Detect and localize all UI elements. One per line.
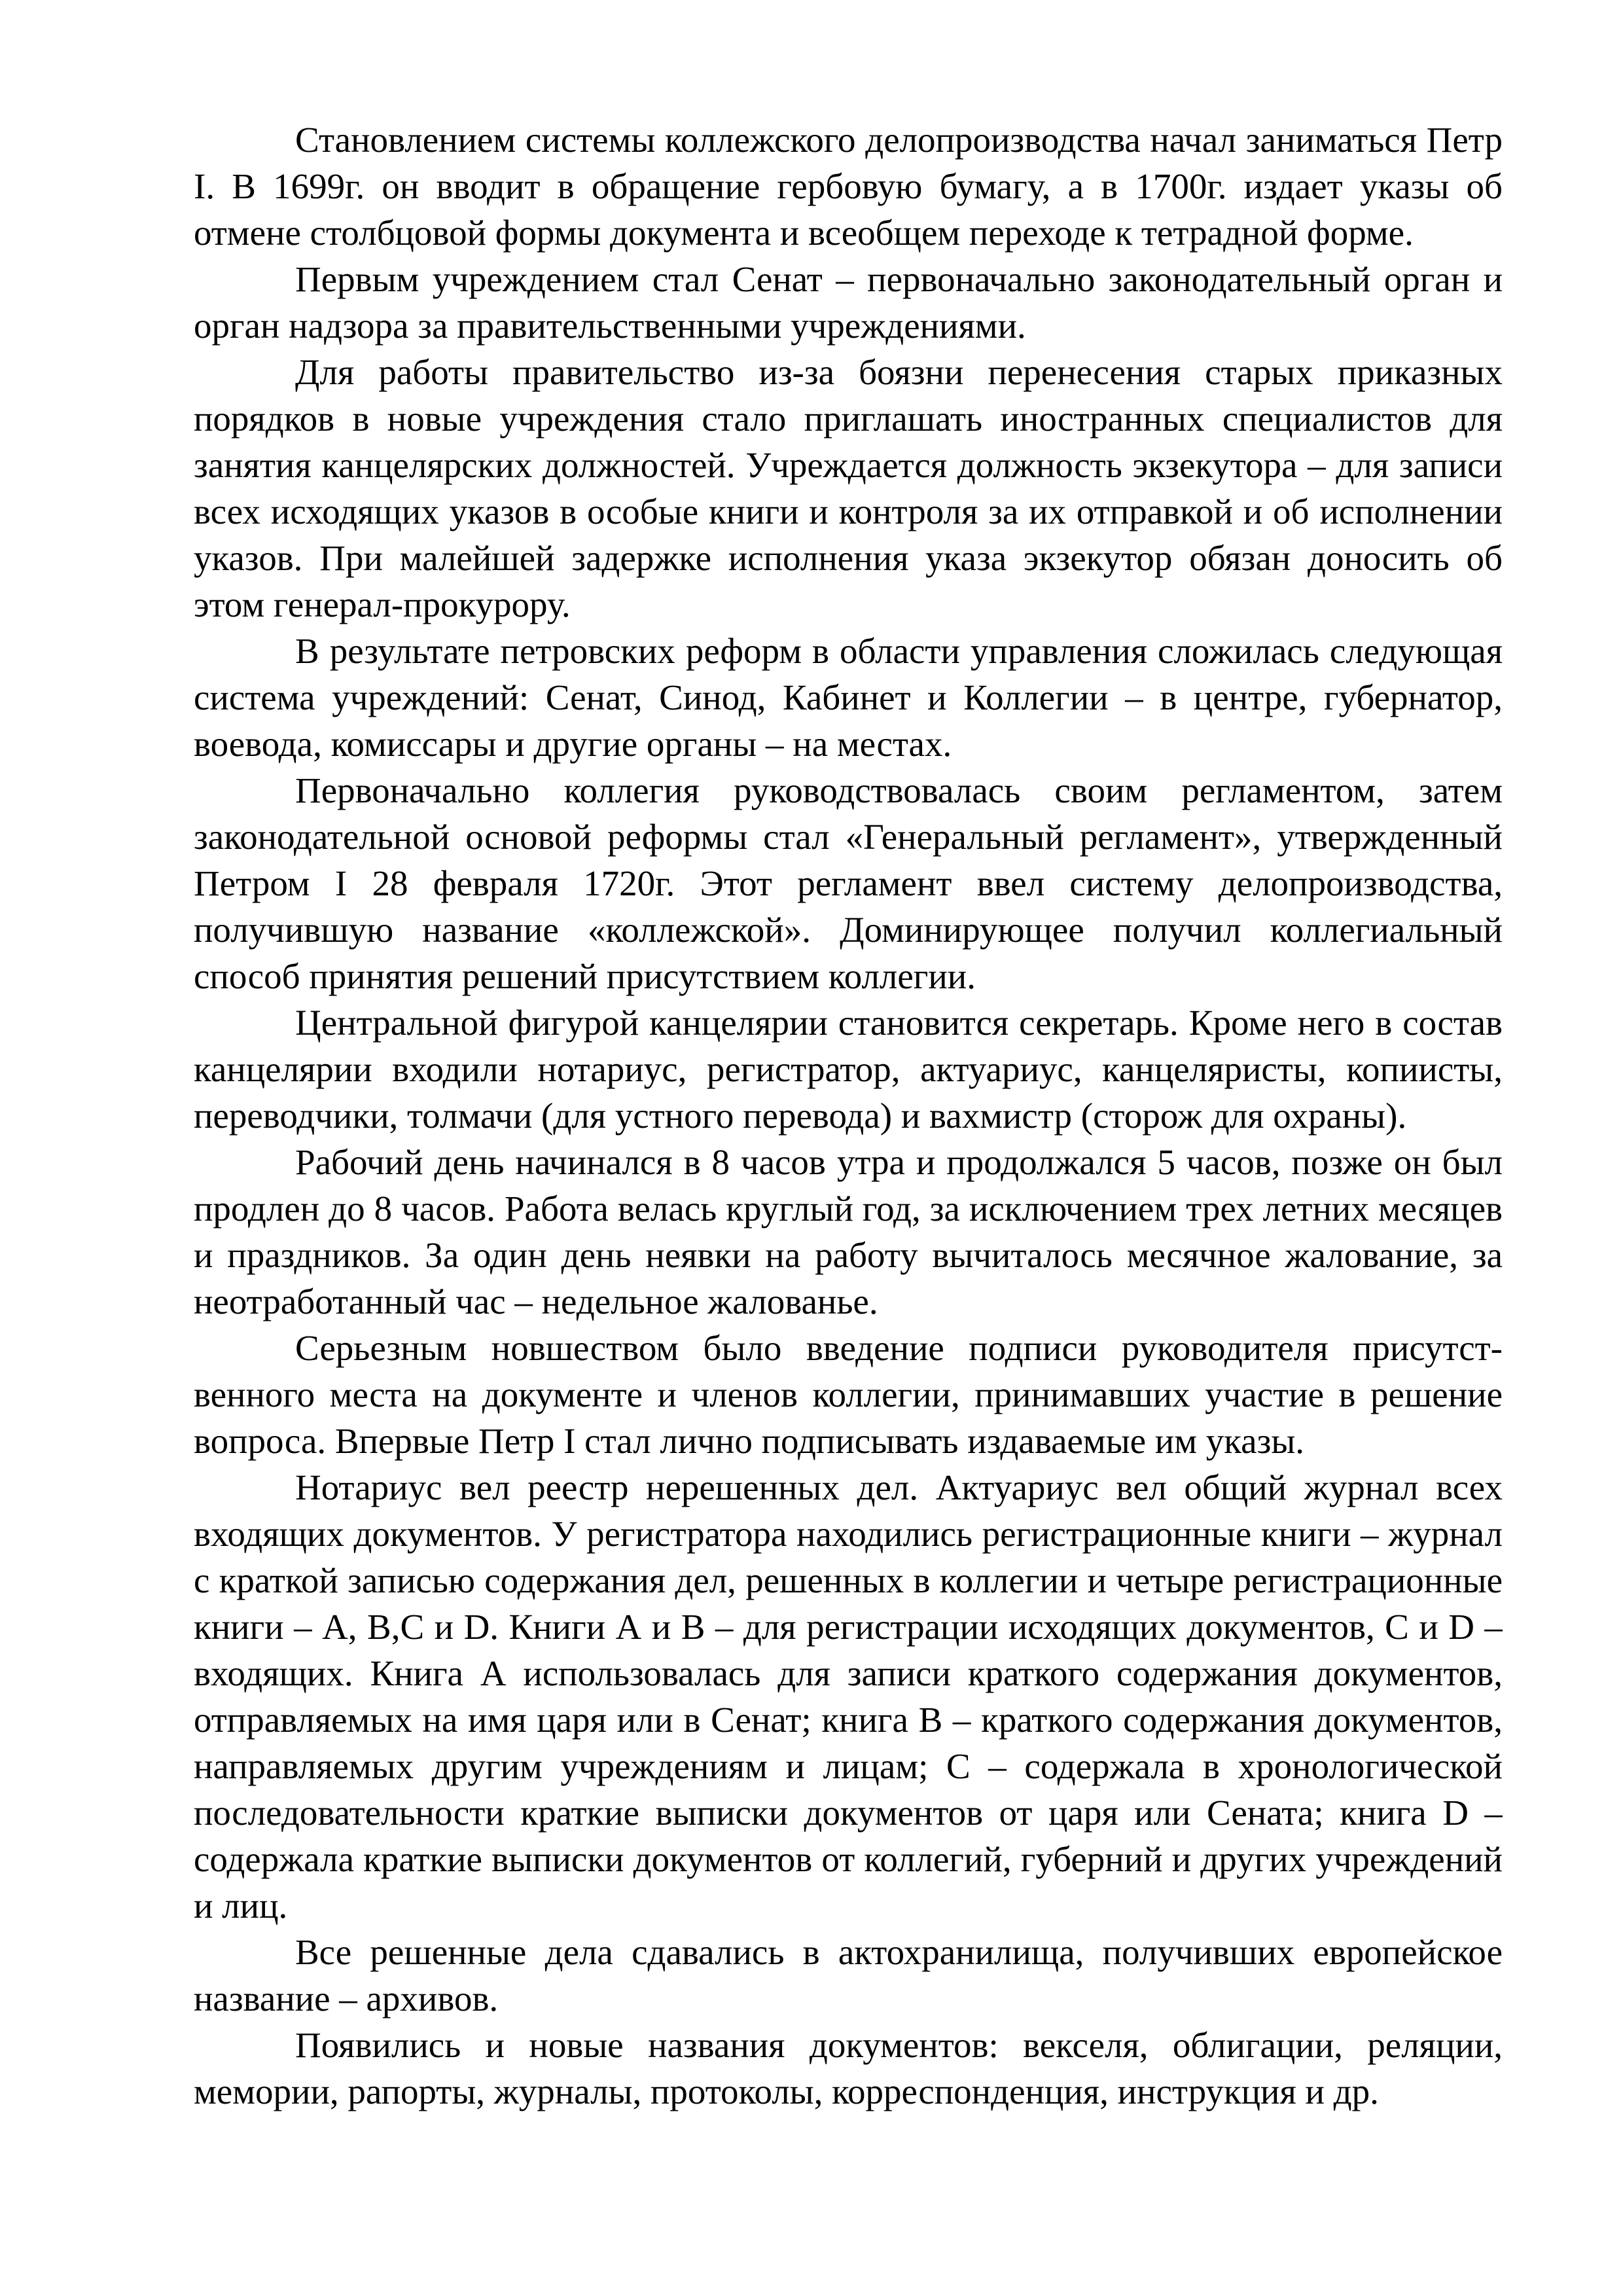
paragraph-3: Для работы правительство из-за боязни перенесения старых приказных порядков в новые учреждения стало приглашать иностранных специалистов для занятия канцелярских должностей. Учреждается должность экзекутора – для записи всех исходящих указов в особые книги и контроля за их отправкой и об исполнении указов. При малейшей задержке исполнения указа экзекутор обязан доносить об этом генерал-прокурору. xyxy=(194,352,1503,624)
paragraph-11: Появились и новые названия документов: векселя, облигации, реляции, мемории, рапорты, журналы, протоколы, корреспонденция, инструкция и др. xyxy=(194,2025,1503,2111)
paragraph-5: Первоначально коллегия руководствовалась своим регламентом, затем законодательной основой реформы стал «Генеральный регламент», утвержденный Петром I 28 февраля 1720г. Этот регламент ввел систему делопроизводства, получившую название «коллежской». Доминирующее получил коллегиальный способ принятия решений присутствием коллегии. xyxy=(194,770,1503,996)
paragraph-7: Рабочий день начинался в 8 часов утра и продолжался 5 часов, позже он был продлен до 8 часов. Работа велась круглый год, за исключением трех летних месяцев и праздников. За один день неявки на работу вычиталось месячное жалование, за неотработанный час – недельное жалованье. xyxy=(194,1142,1503,1321)
paragraph-9: Нотариус вел реестр нерешенных дел. Актуариус вел общий журнал всех входящих документов. У регистратора находились регистрационные книги – журнал с краткой записью содержания дел, решенных в коллегии и четыре регистрационные книги – А, В,С и D. Книги А и В – для регистрации исходящих документов, С и D – входящих. Книга А использовалась для записи краткого содержания документов, отправляемых на имя царя или в Сенат; книга В – краткого содержания документов, направляемых другим учреждениям и лицам; С – содержала в хронологической последовательности краткие выписки документов от царя или Сената; книга D – содержала краткие выписки документов от коллегий, губерний и других учреждений и лиц. xyxy=(194,1467,1503,1926)
paragraph-2: Первым учреждением стал Сенат – первоначально законодательный орган и орган надзора за правительственными учреждениями. xyxy=(194,259,1503,346)
paragraph-4: В результате петровских реформ в области управления сложилась следующая система учреждений: Сенат, Синод, Кабинет и Коллегии – в центре, губернатор, воевода, комиссары и другие органы – на местах. xyxy=(194,631,1503,764)
paragraph-8: Серьезным новшеством было введение подписи руководителя присутственного места на документе и членов коллегии, принимавших участие в решение вопроса. Впервые Петр I стал лично подписывать издаваемые им указы. xyxy=(194,1328,1503,1461)
paragraph-10: Все решенные дела сдавались в актохранилища, получивших европейское название – архивов. xyxy=(194,1932,1503,2018)
document-page xyxy=(194,117,1503,2198)
paragraph-1: Становлением системы коллежского делопроизводства начал заниматься Петр I. В 1699г. он вводит в обращение гербовую бумагу, а в 1700г. издает указы об отмене столбцовой формы документа и всеобщем переходе к тетрадной форме. xyxy=(194,120,1503,253)
paragraph-6: Центральной фигурой канцелярии становится секретарь. Кроме него в состав канцелярии входили нотариус, регистратор, актуариус, канцеляристы, копиисты, переводчики, толмачи (для устного перевода) и вахмистр (сторож для охраны). xyxy=(194,1003,1503,1136)
